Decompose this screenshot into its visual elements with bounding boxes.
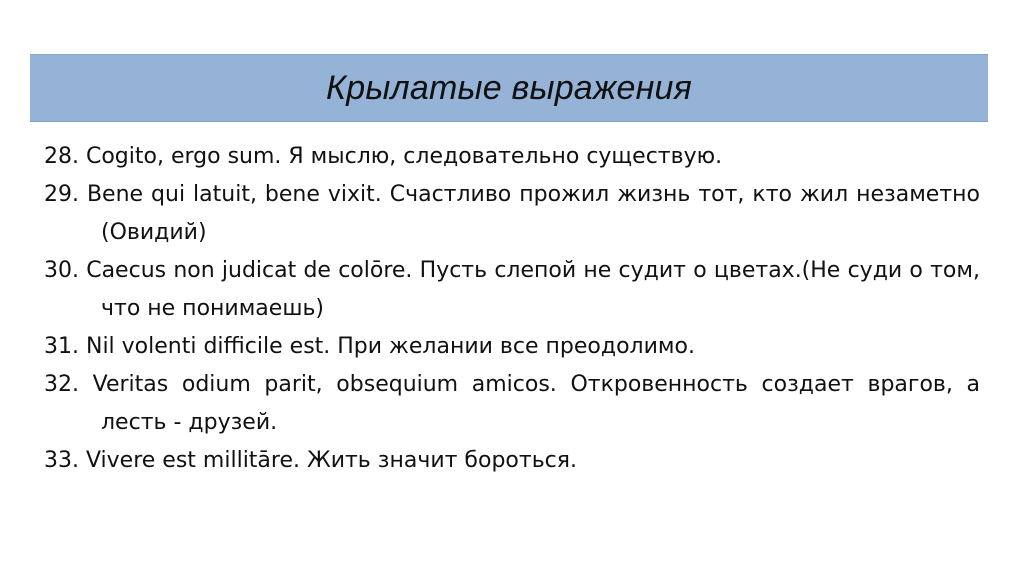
- phrase-item-28: 28. Cogito, ergo sum. Я мыслю, следовательно существую.: [44, 144, 723, 169]
- phrase-item-33: 33. Vivere est millitāre. Жить значит бороться.: [44, 448, 577, 473]
- phrase-item-30: 30. Caecus non judicat de colōre. Пусть слепой не судит о цветах.(Не суди о том, что не понимаешь): [44, 258, 980, 321]
- phrase-list: [44, 138, 980, 480]
- phrase-item-31: 31. Nil volenti difficile est. При желании все преодолимо.: [44, 334, 695, 359]
- phrase-item-29: 29. Bene qui latuit, bene vixit. Счастливо прожил жизнь тот, кто жил незаметно (Овидий): [44, 182, 980, 245]
- title-bar: [30, 54, 988, 122]
- slide-title: Крылатые выражения: [325, 68, 692, 107]
- phrase-item-32: 32. Veritas odium parit, obsequium amicos. Откровенность создает врагов, а лесть - друзей.: [44, 372, 980, 435]
